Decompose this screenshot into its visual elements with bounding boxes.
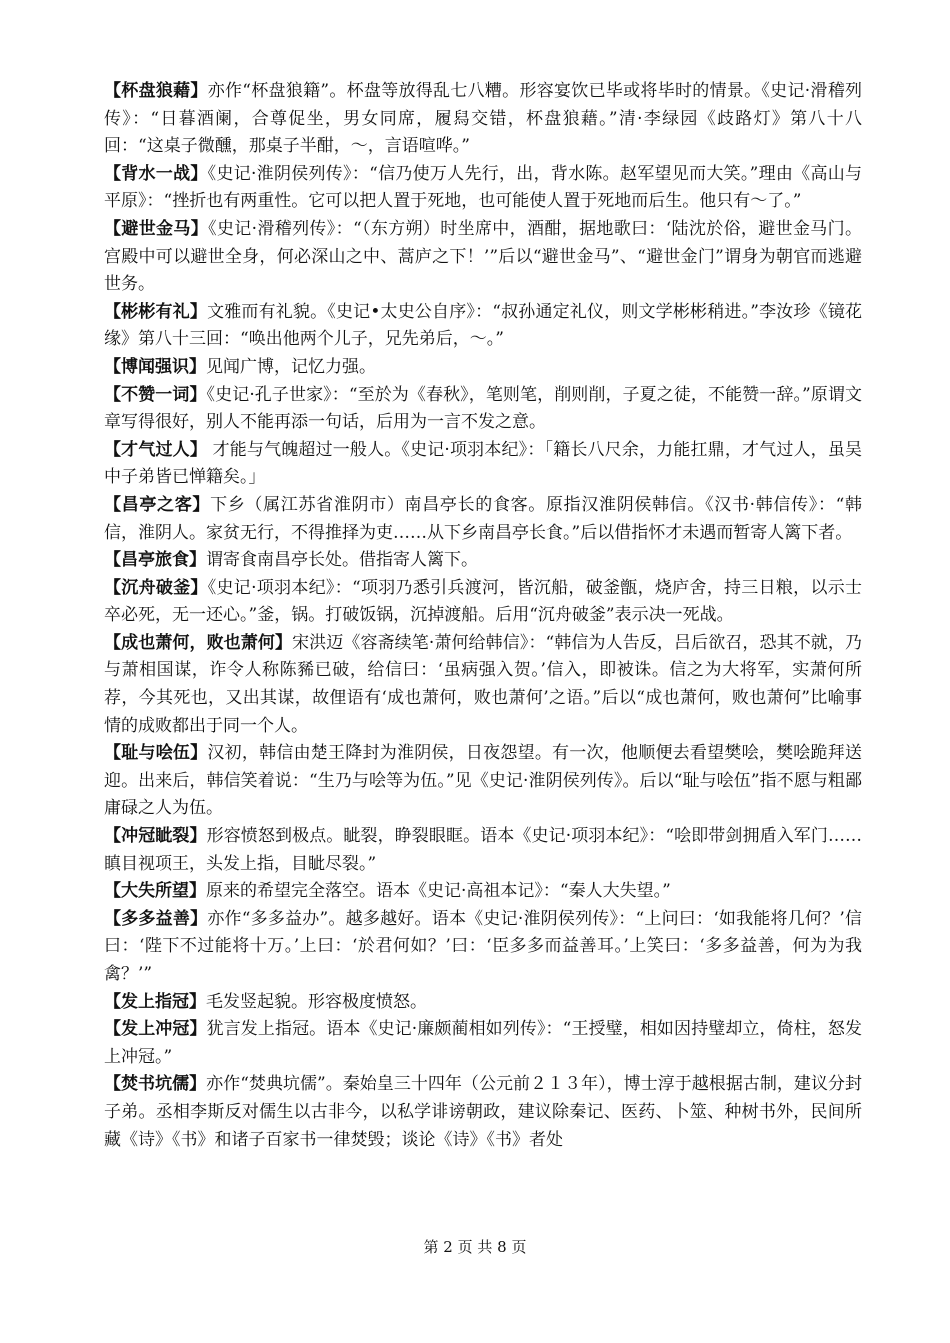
entry-term: 【发上指冠】: [104, 991, 206, 1012]
entry: [104, 630, 862, 740]
entry-text: 亦作“杯盘狼籍”。杯盘等放得乱七八糟。形容宴饮已毕或将毕时的情景。《史记·滑稽列传》：“日暮酒阑，合尊促坐，男女同席，履舄交错，杯盘狼藉。”清·李绿园《歧路灯》第八十八回：“这桌子微醺，那桌子半酣，～，言语喧哗。”: [104, 81, 862, 157]
entry: [104, 823, 862, 878]
entry-term: 【昌亭之客】: [104, 494, 211, 515]
entry-text: 文雅而有礼貌。《史记•太史公自序》：“叔孙通定礼仪，则文学彬彬稍进。”李汝珍《镜花缘》第八十三回：“唤出他两个儿子，兄先弟后，～。”: [104, 301, 862, 350]
entry: [104, 437, 862, 492]
entry-term: 【大失所望】: [104, 881, 206, 902]
entry-text: 亦作“焚典坑儒”。秦始皇三十四年（公元前２１３年），博士淳于越根据古制，建议分封子弟。丞相李斯反对儒生以古非今，以私学诽谤朝政，建议除秦记、医药、卜筮、种树书外，民间所藏《诗》《书》和诸子百家书一律焚毁；谈论《诗》《书》者处: [104, 1074, 862, 1150]
entry: [104, 161, 862, 216]
entry: [104, 78, 862, 161]
entry-text: 才能与气魄超过一般人。《史记·项羽本纪》：「籍长八尺余，力能扛鼎，才气过人，虽吴中子弟皆已惮籍矣。」: [104, 439, 863, 488]
entry-term: 【发上冲冠】: [104, 1019, 207, 1040]
entry: [104, 492, 862, 547]
entry: [104, 906, 862, 989]
entry: [104, 1071, 862, 1154]
entry-text: 汉初，韩信由楚王降封为淮阴侯，日夜怨望。有一次，他顺便去看望樊哙，樊哙跪拜送迎。出来后，韩信笑着说：“生乃与哙等为伍。”见《史记·淮阴侯列传》。后以“耻与哙伍”指不愿与粗鄙庸碌之人为伍。: [104, 743, 863, 819]
entry-term: 【沉舟破釜】: [104, 577, 208, 598]
entry-term: 【成也萧何，败也萧何】: [104, 632, 293, 653]
entry-term: 【背水一战】: [104, 163, 208, 184]
entry-text: 形容愤怒到极点。眦裂，睁裂眼眶。语本《史记·项羽本纪》：“哙即带剑拥盾入军门……瞋目视项王，头发上指，目眦尽裂。”: [104, 826, 863, 874]
entry-text: 《史记·淮阴侯列传》：“信乃使万人先行，出，背水陈。赵军望见而大笑。”理由《高山与平原》：“挫折也有两重性。它可以把人置于死地，也可能使人置于死地而后生。他只有～了。”: [104, 163, 863, 212]
entry-text: 《史记·孔子世家》：“至於为《春秋》，笔则笔，削则削，子夏之徒，不能赞一辞。”原谓文章写得很好，别人不能再添一句话，后用为一言不发之意。: [104, 384, 862, 433]
entry: [104, 989, 862, 1017]
entry-term: 【避世金马】: [104, 218, 209, 239]
entry-term: 【多多益善】: [104, 908, 208, 929]
entry-text: 原来的希望完全落空。语本《史记·高祖本记》：“秦人大失望。”: [206, 881, 671, 902]
entry: [104, 216, 862, 299]
entry: [104, 382, 862, 437]
entry: [104, 354, 862, 382]
entry-term: 【耻与哙伍】: [104, 743, 208, 764]
entry: [104, 299, 862, 354]
entry: [104, 878, 862, 906]
entry: [104, 575, 862, 630]
entry-term: 【焚书坑儒】: [104, 1074, 207, 1095]
entry-term: 【昌亭旅食】: [104, 550, 206, 571]
entry-term: 【冲冠眦裂】: [104, 826, 207, 847]
entry-text: 见闻广博，记忆力强。: [206, 356, 376, 377]
entry-term: 【杯盘狼藉】: [104, 81, 208, 101]
entry-term: 【博闻强识】: [104, 356, 206, 377]
entry-text: 谓寄食南昌亭长处。借指寄人篱下。: [206, 550, 478, 571]
entry-text: 毛发竖起貌。形容极度愤怒。: [206, 991, 427, 1012]
entry-text: 下乡（属江苏省淮阴市）南昌亭长的食客。原指汉淮阴侯韩信。《汉书·韩信传》：“韩信，淮阴人。家贫无行，不得推择为吏……从下乡南昌亭长食。”后以借指怀才未遇而暂寄人篱下者。: [104, 494, 862, 543]
entry-text: 亦作“多多益办”。越多越好。语本《史记·淮阴侯列传》：“上问曰：‘如我能将几何？’信曰：‘陛下不过能将十万。’上曰：‘於君何如？’曰：‘臣多多而益善耳。’上笑曰：‘多多益善，何为为我禽？’”: [104, 908, 862, 984]
entry: [104, 740, 862, 823]
entry-term: 【不赞一词】: [104, 384, 207, 405]
entry-text: 《史记·项羽本纪》：“项羽乃悉引兵渡河，皆沉船，破釜甑，烧庐舍，持三日粮，以示士卒必死，无一还心。”釜，锅。打破饭锅，沉掉渡船。后用“沉舟破釜”表示决一死战。: [104, 577, 863, 626]
entry-text: 宋洪迈《容斋续笔·萧何给韩信》：“韩信为人告反，吕后欲召，恐其不就，乃与萧相国谋，诈令人称陈豨已破，给信曰：‘虽病强入贺。’信入，即被诛。信之为大将军，实萧何所荐，今其死也，又出其谋，故俚语有‘成也萧何，败也萧何’之语。”后以“成也萧何，败也萧何”比喻事情的成败都出于同一个人。: [104, 632, 863, 736]
entry-list: [104, 78, 862, 1154]
page-footer: 第 2 页 共 8 页: [423, 1238, 527, 1256]
entry-text: 《史记·滑稽列传》：“（东方朔）时坐席中，酒酣，据地歌曰：‘陆沈於俗，避世金马门。宫殿中可以避世全身，何必深山之中、蒿庐之下！’”后以“避世金马”、“避世金门”谓身为朝官而逃避世务。: [104, 218, 863, 295]
entry-text: 犹言发上指冠。语本《史记·廉颇蔺相如列传》：“王授璧，相如因持璧却立，倚柱，怒发上冲冠。”: [104, 1019, 863, 1067]
entry-term: 【才气过人】: [104, 439, 208, 460]
entry: [104, 1016, 862, 1071]
entry: [104, 547, 862, 575]
entry-term: 【彬彬有礼】: [104, 301, 208, 322]
